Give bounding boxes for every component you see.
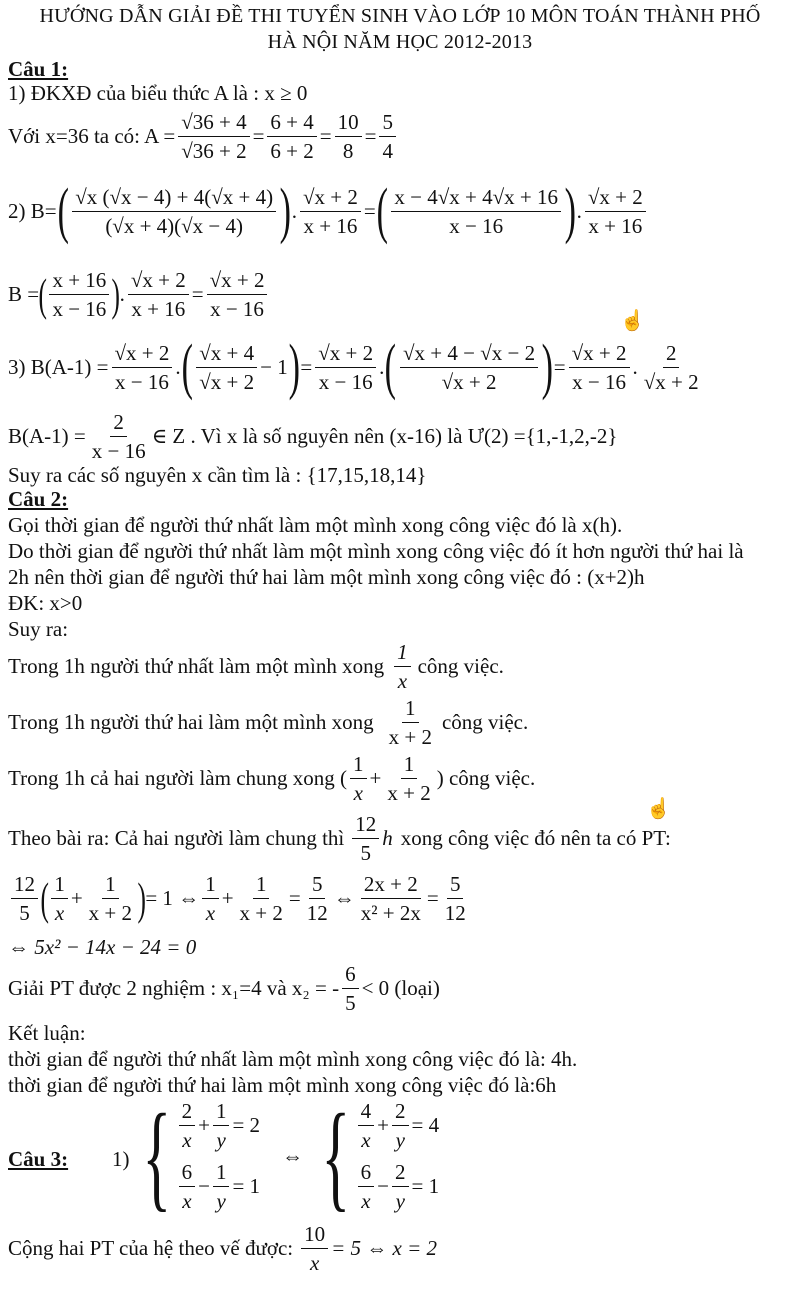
eq-rate-first: Trong 1h người thứ nhất làm một mình xong 1 x công việc. (8, 640, 504, 693)
eq-b2-label: B = (8, 282, 40, 306)
eq-theo-bai-ra: Theo bài ra: Cả hai người làm chung thì 12 5 h xong công việc đó nên ta có PT: (8, 812, 671, 865)
eq-cong-hai-pt: Cộng hai PT của hệ theo vế được: $\frac{10}{x}$ = 5 ⇔ x = 2 (8, 1222, 438, 1275)
eq-main-pt: 12 5 ( 1 x + 1 x + 2 ) = 1 ⇔ 1 x + 1 x + 2 = 5 12 ⇔ 2x + 2 x² + 2x = 5 12 (8, 872, 472, 925)
eq-b-label: 2) B= (8, 198, 57, 223)
ket-luan-1: thời gian để người thứ nhất làm một mình xong công việc đó là: 4h. (8, 1047, 578, 1071)
cau2-heading: Câu 2: (8, 487, 69, 511)
cau2-line1: Gọi thời gian để người thứ nhất làm một mình xong công việc đó là x(h). (8, 513, 623, 537)
eq-nghiem: Giải PT được 2 nghiệm : x₁=4 và x₂ = - 6 5 < 0 (loại) (8, 962, 440, 1015)
cau2-line4: ĐK: x>0 (8, 591, 83, 615)
eq-rate-second: Trong 1h người thứ hai làm một mình xong 1 x + 2 công việc. (8, 696, 529, 749)
eq-b-simplified: B = ( x + 16 x − 16 ) . √x + 2 x + 16 = √x + 2 x − 16 (8, 268, 270, 321)
eq-b-expand: 2) B= ( √x (√x − 4) + 4(√x + 4) (√x + 4)(√x − 4) ) . √x + 2 x + 16 = ( x − 4√x + 4√x + 16 x − 16 ) . √x + 2 x + 16 (8, 180, 649, 242)
hand-cursor-icon: ☝ (620, 310, 645, 332)
cau2-line5: Suy ra: (8, 617, 69, 641)
cau3-part: 1) (112, 1147, 130, 1171)
cau3-heading: Câu 3: (8, 1147, 69, 1171)
eq-ba1-result: B(A-1) = $\frac{2}{x - 16}$ ∈ Z . Vì x là số nguyên nên (x-16) là Ư(2) ={1,-1,2,-2} (8, 410, 618, 463)
eq-a-label: Với x=36 ta có: A = (8, 124, 176, 148)
cau1-heading: Câu 1: (8, 57, 69, 81)
doc-title-line1: HƯỚNG DẪN GIẢI ĐỀ THI TUYỂN SINH VÀO LỚP 10 MÔN TOÁN THÀNH PHỐ (39, 5, 761, 27)
eq-ba1-label: 3) B(A-1) = (8, 354, 109, 379)
doc-title-line2: HÀ NỘI NĂM HỌC 2012-2013 (267, 31, 533, 53)
eq-rate-both: Trong 1h cả hai người làm chung xong ( 1 x + 1 x + 2 ) công việc. (8, 752, 536, 805)
ket-luan-2: thời gian để người thứ hai làm một mình xong công việc đó là:6h (8, 1073, 557, 1097)
cau1-suy-ra: Suy ra các số nguyên x cần tìm là : {17,15,18,14} (8, 463, 427, 487)
eq-a-value: Với x=36 ta có: A = $\frac{√36 + 4}{√36 + 2}$ = 6 + 4 6 + 2 = 10 8 = 5 4 (8, 110, 399, 163)
cau1-dkxd: 1) ĐKXĐ của biểu thức A là : x ≥ 0 (8, 81, 308, 105)
eq-system: { 2 x + $\frac{1}{y}$ = 2 6 x − $\frac{1}{y}$ = 1 ⇔ { 4 x + $\frac{2}{y}$ = 4 6 x − $\frac{2}{y}$ = 1 (142, 1089, 440, 1222)
cau2-line3: 2h nên thời gian để người thứ hai làm một mình xong công việc đó : (x+2)h (8, 565, 645, 589)
cau2-line2: Do thời gian để người thứ nhất làm một mình xong công việc đó ít hơn người thứ hai là (8, 539, 744, 563)
ket-luan: Kết luận: (8, 1021, 86, 1045)
eq-ba1: 3) B(A-1) = $\frac{√x + 2}{x - 16}$ . ( √x + 4 √x + 2 − 1 ) = √x + 2 x − 16 . ( √x + 4 − √x − 2 √x + 2 ) = √x + 2 x − 16 . 2 √x + 2 (8, 333, 699, 401)
eq-ba1-result-label: B(A-1) = (8, 424, 86, 448)
eq-quadratic: ⇔ 5x² − 14x − 24 = 0 (8, 935, 197, 959)
hand-cursor-icon-2: ☝ (646, 798, 671, 820)
